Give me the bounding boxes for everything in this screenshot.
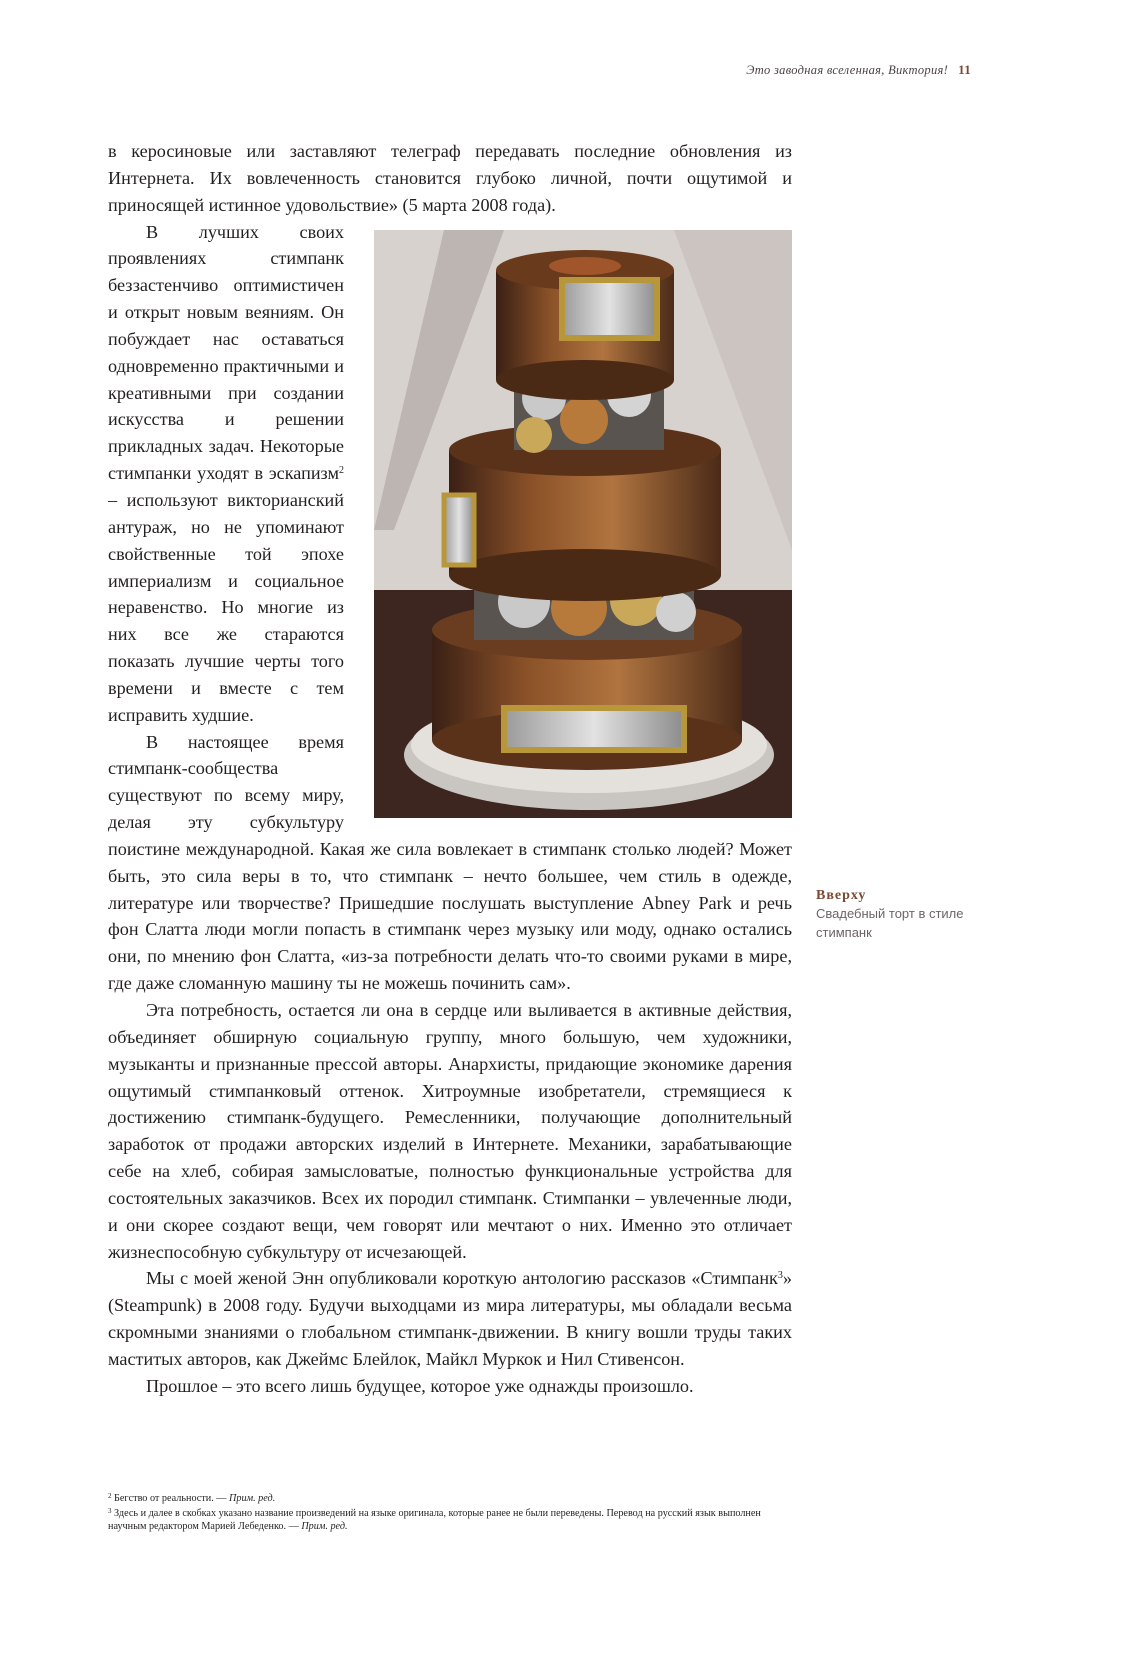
- photo-caption: [816, 888, 976, 942]
- footnote-ref-2: 2: [339, 465, 344, 477]
- footnote-3-note: Прим. ред.: [301, 1521, 348, 1532]
- footnotes: [108, 1490, 792, 1533]
- footnote-ref-3: 3: [777, 1270, 783, 1282]
- paragraph-5: [108, 1265, 792, 1372]
- cake-photo: [374, 230, 792, 818]
- paragraph-3: В настоящее время стимпанк-сообщества существуют по всему миру, делая эту субкультуру поистине международной. Какая же сила вовлекает в стимпанк столько людей? Может быть, это сила веры в то, что стимпанк – нечто большее, чем стиль в одежде, литературе или творчестве? Пришедшие послушать выступление Abney Park и речь фон Слатта люди могли попасть в стимпанк через музыку или моду, однако остались они, по мнению фон Слатта, «из-за потребности делать что-то своими руками в мире, где даже сломанную машину ты не можешь починить сам».: [108, 731, 792, 994]
- paragraph-2-part-1: В лучших своих проявлениях стимпанк беззастенчиво оптимистичен и открыт новым веяниям. Он побуждает нас оставаться одновременно практичными и креативными при создании искусства и решении прикладных задач. Некоторые стимпанки уходят в эскапизм: [108, 221, 344, 484]
- caption-title: Вверху: [816, 888, 867, 903]
- footnote-3-number: 3: [108, 1507, 112, 1515]
- paragraph-6: Прошлое – это всего лишь будущее, которое уже однажды произошло.: [146, 1375, 694, 1396]
- footnote-2-note: Прим. ред.: [229, 1493, 276, 1504]
- footnote-2-number: 2: [108, 1492, 112, 1500]
- running-header: [746, 62, 971, 78]
- main-text: [108, 138, 792, 1400]
- running-header-title: Это заводная вселенная, Виктория!: [746, 63, 949, 77]
- footnote-2-text: Бегство от реальности. —: [114, 1493, 230, 1504]
- footnote-3: [108, 1505, 792, 1533]
- steampunk-wedding-cake-image: [374, 230, 792, 818]
- footnote-2: [108, 1490, 792, 1505]
- paragraph-2-part-2: – используют викторианский антураж, но не упоминают свойственные той эпохе империализм и социальное неравенство. Но многие из них все же стараются показать лучшие черты того времени и вместе с тем исправить худшие.: [108, 489, 344, 725]
- paragraph-5-part-1: Мы с моей женой Энн опубликовали короткую антологию рассказов «Стимпанк: [146, 1268, 778, 1289]
- footnote-3-text: Здесь и далее в скобках указано название произведений на языке оригинала, которые ранее не были переведены. Перевод на русский язык выполнен научным редактором Марией Лебеденко. —: [108, 1508, 761, 1532]
- caption-text: Свадебный торт в стиле стимпанк: [816, 906, 964, 940]
- paragraph-5-part-2: » (Steampunk) в 2008 году. Будучи выходцами из мира литературы, мы обладали весьма скромными знаниями о глобальном стимпанк-движении. В книгу вошли труды таких маститых авторов, как Джеймс Блейлок, Майкл Муркок и Нил Стивенсон.: [108, 1268, 792, 1369]
- paragraph-4: Эта потребность, остается ли она в сердце или выливается в активные действия, объединяет обширную социальную группу, много большую, чем художники, музыканты и признанные прессой авторы. Анархисты, придающие экономике дарения ощутимый стимпанковый оттенок. Хитроумные изобретатели, стремящиеся к достижению стимпанк-будущего. Ремесленники, получающие дополнительный заработок от продажи авторских изделий в Интернете. Механики, зарабатывающие себе на хлеб, собирая замысловатые, полностью функциональные устройства для состоятельных заказчиков. Всех их породил стимпанк. Стимпанки – увлеченные люди, и они скорее создают вещи, чем говорят или мечтают о них. Именно это отличает жизнеспособную субкультуру от исчезающей.: [108, 1000, 792, 1262]
- paragraph-1: в керосиновые или заставляют телеграф передавать последние обновления из Интернета. Их вовлеченность становится глубоко личной, почти ощутимой и приносящей истинное удовольствие» (5 марта 2008 года).: [108, 141, 792, 215]
- page-number: 11: [958, 62, 971, 77]
